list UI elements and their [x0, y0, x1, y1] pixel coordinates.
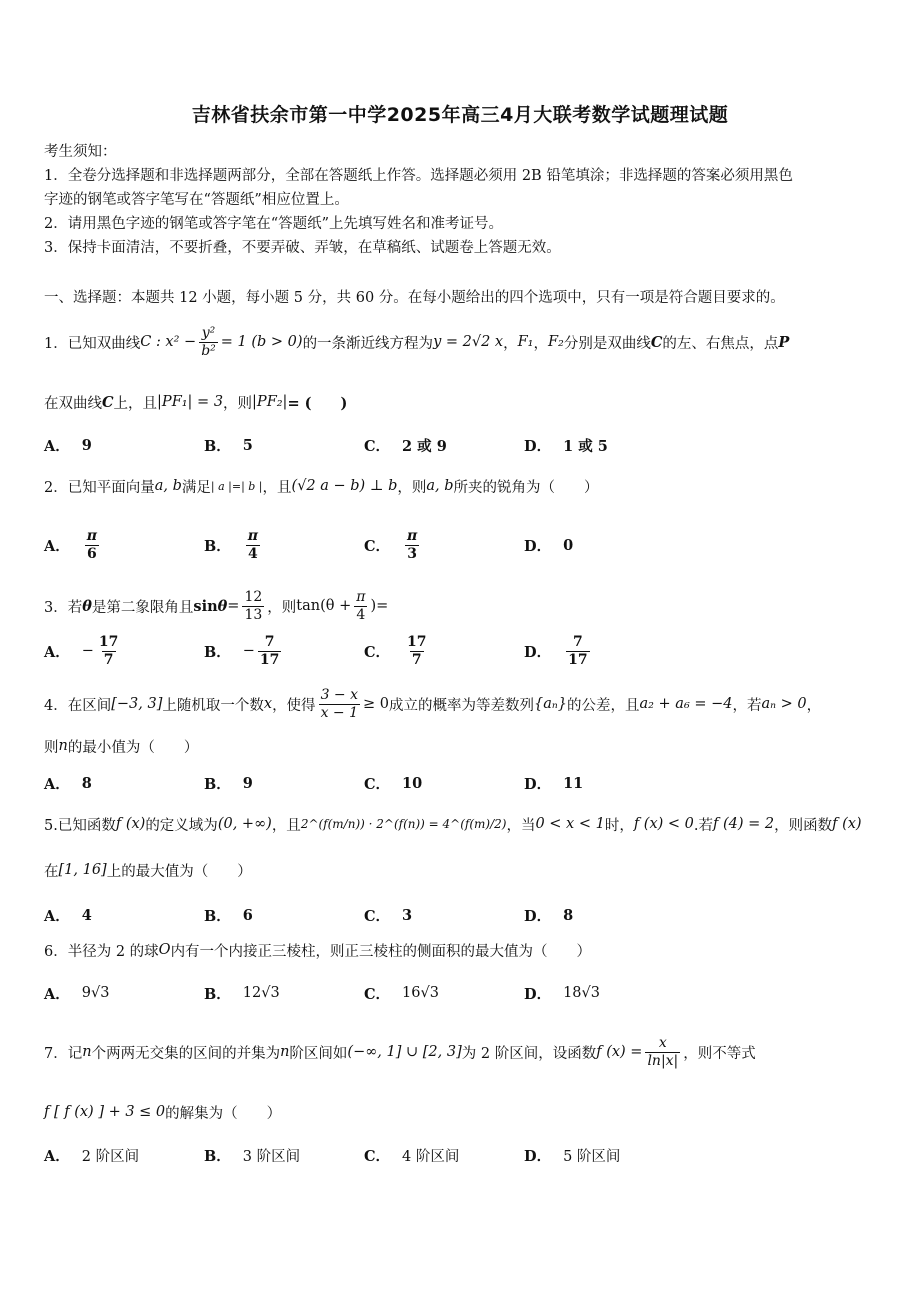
option-c[interactable]: C． $\frac{\pi}{3}$	[364, 528, 418, 562]
q3-tan: tan(θ +	[296, 598, 352, 614]
question-4: 4．在区间 [−3, 3] 上随机取一个数 x ，使得 $\frac{3 - x}{x - 1}$ ≥ 0 成立的概率为等差数列 {aₙ} 的公差，且 a₂ + a₆ = −4 ，若 aₙ > 0 ，	[44, 687, 822, 721]
q1-f2: F₂	[547, 334, 564, 350]
q1-p: P	[778, 333, 790, 351]
q5-text: .若	[693, 817, 713, 834]
q4-fraction: $\frac{3 - x}{x - 1}$	[320, 687, 358, 721]
q7-text: 的解集为（ ）	[165, 1105, 282, 1122]
option-a[interactable]: A． 9	[44, 436, 92, 455]
question-5-options	[44, 900, 884, 930]
option-c[interactable]: C． 3	[364, 906, 413, 925]
question-4-line-2	[44, 734, 198, 758]
q5-text: ，且	[271, 817, 301, 834]
q6-text: 内有一个内接正三棱柱，则正三棱柱的侧面积的最大值为（ ）	[170, 943, 592, 960]
option-c[interactable]: C． $\frac{17}{7}$	[364, 634, 427, 668]
q4-seq: {aₙ}	[533, 696, 567, 712]
q6-text: 6．半径为 2 的球	[44, 943, 159, 960]
q5-interval: [1, 16]	[58, 862, 107, 878]
section-heading: 一、选择题：本题共 12 小题，每小题 5 分，共 60 分。在每小题给出的四个选项中，只有一项是符合题目要求的。	[44, 290, 785, 306]
q5-fx: f (x)	[115, 816, 146, 832]
q2-text: ，且	[262, 479, 292, 496]
q3-text: 是第二象限角且	[91, 599, 194, 616]
option-a[interactable]: A． 9√3	[44, 985, 110, 1003]
q4-text: ，若	[732, 697, 762, 714]
q4-text: 4．在区间	[44, 697, 112, 714]
option-d[interactable]: D． 8	[524, 906, 574, 925]
q3-close: )	[370, 598, 377, 614]
q7-union: (−∞, 1] ∪ [2, 3]	[347, 1044, 462, 1060]
q5-text: ，当	[506, 817, 536, 834]
notice-heading: 考生须知：	[44, 144, 117, 160]
q1-asymptote: y = 2√2 x	[433, 334, 504, 350]
question-7-options	[44, 1140, 884, 1170]
q7-fdef: f (x) =	[596, 1044, 643, 1060]
q5-fx: f (x)	[832, 816, 862, 832]
option-c[interactable]: C． 4 阶区间	[364, 1147, 460, 1165]
q1-text: 在双曲线	[44, 395, 102, 412]
notice-line-2: 字迹的钢笔或答字笔写在“答题纸”相应位置上。	[44, 192, 349, 208]
question-1	[44, 320, 789, 364]
q1-fraction: $\frac{\text{y²}}{\text{b²}}$	[201, 325, 216, 359]
question-2-options	[44, 530, 884, 566]
q1-text: 的左、右焦点，点	[662, 335, 779, 352]
question-4-options	[44, 768, 884, 798]
q1-text: 的一条渐近线方程为	[302, 335, 434, 352]
page-title: 吉林省扶余市第一中学2025年高三4月大联考数学试题理试题	[191, 104, 729, 126]
q3-sin: sin	[193, 597, 218, 615]
q1-c: C	[650, 333, 663, 351]
q5-fneg: f (x) < 0	[633, 816, 694, 832]
q1-text: ，	[503, 335, 518, 352]
notice-line-4: 3．保持卡面清洁，不要折叠，不要弄破、弄皱，在草稿纸、试题卷上答题无效。	[44, 240, 561, 256]
q7-n: n	[82, 1044, 92, 1060]
option-d[interactable]: D． 0	[524, 536, 574, 555]
q4-n: n	[58, 738, 68, 754]
q6-o: O	[158, 942, 171, 958]
q7-n: n	[280, 1044, 290, 1060]
q4-text: 的公差，且	[566, 697, 640, 714]
q2-text: 所夹的锐角为（ ）	[453, 479, 599, 496]
option-b[interactable]: B． 6	[204, 906, 253, 925]
question-2	[44, 474, 599, 498]
q5-domain: (0, +∞)	[217, 816, 272, 832]
q1-text: 分别是双曲线	[563, 335, 651, 352]
q2-perp: (√2 a − b) ⊥ b	[291, 478, 398, 494]
question-1-options	[44, 430, 884, 460]
option-c[interactable]: C． 2 或 9	[364, 437, 447, 455]
q1-text: = ( )	[287, 394, 348, 412]
q5-text: ，则函数	[774, 817, 833, 834]
option-b[interactable]: B． 12√3	[204, 985, 280, 1003]
option-a[interactable]: A． 8	[44, 774, 92, 793]
option-d[interactable]: D． 18√3	[524, 985, 600, 1003]
q2-vectors: a, b	[426, 478, 454, 494]
q2-text: ，则	[397, 479, 427, 496]
question-5	[44, 806, 862, 842]
q4-interval: [−3, 3]	[111, 696, 163, 712]
q1-text: 1．已知双曲线	[44, 335, 141, 352]
question-1-line-2	[44, 390, 347, 414]
option-c[interactable]: C． 16√3	[364, 985, 439, 1003]
q1-pf1: |PF₁| = 3	[157, 394, 224, 410]
question-3: 3．若 θ 是第二象限角且 sin θ = $\frac{12}{13}$ ，则 tan(θ + $\frac{\pi}{4}$ ) =	[44, 589, 389, 623]
question-6-options	[44, 978, 884, 1008]
q7-fraction: $\frac{x}{\ln|x|}$	[647, 1035, 679, 1069]
option-d[interactable]: D． 1 或 5	[524, 437, 608, 455]
q7-text: 个两两无交集的区间的并集为	[91, 1045, 281, 1062]
q1-hyperbola: C : x² −	[140, 334, 197, 350]
q4-text: 成立的概率为等差数列	[388, 697, 534, 714]
option-c[interactable]: C． 10	[364, 774, 423, 793]
q5-text: 5.已知函数	[44, 817, 116, 834]
q7-ineq: f [ f (x) ] + 3 ≤ 0	[44, 1104, 166, 1120]
q1-f1: F₁	[517, 334, 534, 350]
q7-text: 为 2 阶区间，设函数	[461, 1045, 597, 1062]
q3-fraction: $\frac{12}{13}$	[244, 589, 263, 623]
q5-range: 0 < x < 1	[535, 816, 605, 832]
q3-text: ，则	[267, 599, 297, 616]
option-b[interactable]: B． 5	[204, 436, 253, 455]
notice-line-3: 2．请用黑色字迹的钢笔或答字笔在“答题纸”上先填写姓名和准考证号。	[44, 216, 504, 232]
q2-vectors: a, b	[154, 478, 182, 494]
q4-text: 的最小值为（ ）	[67, 739, 199, 756]
q1-pf2: |PF₂|	[252, 394, 288, 410]
q3-text: 3．若	[44, 599, 83, 616]
q4-text: ，使得	[272, 697, 316, 714]
option-a[interactable]: A． $\frac{\pi}{6}$	[44, 528, 98, 562]
option-a[interactable]: A． 2 阶区间	[44, 1147, 140, 1165]
q1-c: C	[102, 393, 114, 411]
q2-text: 2．已知平面向量	[44, 479, 155, 496]
q3-text: =	[376, 598, 389, 614]
q7-text: 阶区间如	[289, 1045, 348, 1062]
q7-text: ，则不等式	[683, 1045, 756, 1062]
q3-theta: θ	[217, 597, 228, 615]
q5-text: 的定义域为	[145, 817, 218, 834]
question-3-options	[44, 636, 884, 672]
q5-text: 在	[44, 863, 59, 880]
option-b[interactable]: B． − $\frac{7}{17}$	[204, 634, 280, 668]
question-7	[44, 1030, 756, 1074]
q5-f4: f (4) = 2	[713, 816, 775, 832]
option-b[interactable]: B． 9	[204, 774, 253, 793]
question-5-line-2	[44, 858, 252, 882]
q4-text: 则	[44, 739, 59, 756]
q2-abs: | a |=| b |	[210, 479, 263, 493]
q4-cond: a₂ + a₆ = −4	[639, 696, 733, 712]
q1-text: 上，且	[113, 395, 158, 412]
option-d[interactable]: D． 5 阶区间	[524, 1147, 621, 1165]
question-7-line-2	[44, 1100, 281, 1124]
q4-ge0: ≥ 0	[363, 696, 389, 712]
q4-an: aₙ > 0	[761, 696, 807, 712]
notice-line-1: 1．全卷分选择题和非选择题两部分，全部在答题纸上作答。选择题必须用 2B 铅笔填涂；非选择题的答案必须用黑色	[44, 168, 793, 184]
option-a[interactable]: A． 4	[44, 906, 92, 925]
q2-text: 满足	[181, 479, 211, 496]
option-d[interactable]: D． 11	[524, 774, 584, 793]
q1-condition: = 1 (b > 0)	[220, 334, 303, 350]
option-b[interactable]: B． $\frac{\pi}{4}$	[204, 528, 259, 562]
q5-text: 时，	[604, 817, 634, 834]
q3-pi-4: $\frac{\pi}{4}$	[356, 589, 366, 623]
option-a[interactable]: A． − $\frac{17}{7}$	[44, 634, 119, 668]
option-b[interactable]: B． 3 阶区间	[204, 1147, 301, 1165]
question-6	[44, 938, 591, 962]
q4-x: x	[263, 696, 273, 712]
q4-text: 上随机取一个数	[162, 697, 264, 714]
q1-text: ，则	[223, 395, 253, 412]
q1-text: ，	[533, 335, 548, 352]
q5-text: 上的最大值为（ ）	[106, 863, 252, 880]
q7-text: 7．记	[44, 1045, 83, 1062]
option-d[interactable]: D． $\frac{7}{17}$	[524, 634, 588, 668]
q5-exp: 2^(f(m/n)) · 2^(f(n)) = 4^(f(m)/2)	[300, 817, 507, 831]
q3-theta: θ	[82, 597, 92, 615]
